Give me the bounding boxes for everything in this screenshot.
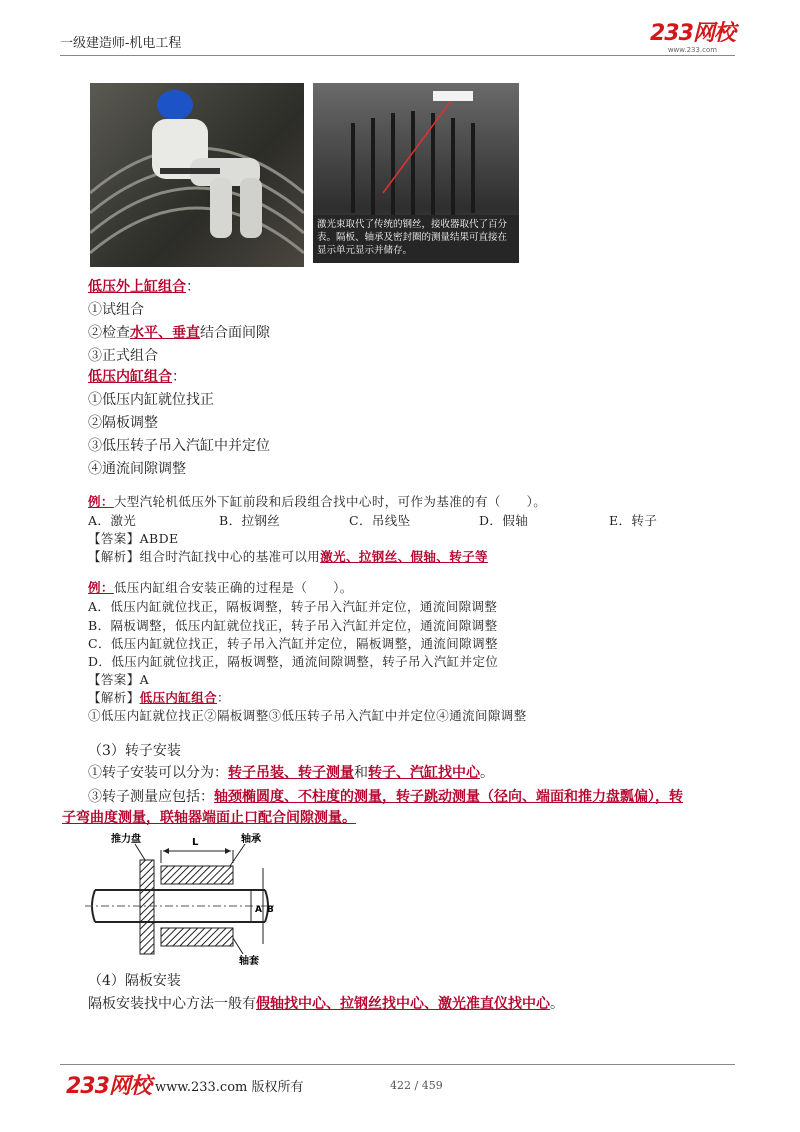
example1-option-e: E．转子 <box>609 513 658 528</box>
example2-option-c: C．低压内缸就位找正，转子吊入汽缸并定位，隔板调整，通流间隙调整 <box>88 636 498 651</box>
inner-item-1: ①低压内缸就位找正 <box>88 392 214 408</box>
header-title: 一级建造师-机电工程 <box>60 36 182 51</box>
example2-option-a: A．低压内缸就位找正，隔板调整，转子吊入汽缸并定位，通流间隙调整 <box>88 599 498 614</box>
example1-option-b: B．拉钢丝 <box>219 513 281 528</box>
example1-option-a: A．激光 <box>88 513 137 528</box>
example1-analysis: 【解析】组合时汽缸找中心的基准可以用激光、拉钢丝、假轴、转子等 <box>88 549 488 564</box>
label-bearing: 轴承 <box>241 834 261 845</box>
example1-answer: 【答案】ABDE <box>88 531 179 546</box>
example2-option-d: D．低压内缸就位找正，隔板调整，通流间隙调整，转子吊入汽缸并定位 <box>88 654 499 669</box>
header-rule <box>60 55 735 56</box>
page-number: 422 / 459 <box>390 1079 443 1092</box>
inner-item-3: ③低压转子吊入汽缸中并定位 <box>88 438 270 454</box>
label-sleeve: 轴套 <box>239 956 259 966</box>
outer-item-1: ①试组合 <box>88 302 144 318</box>
rotor-heading: （3）转子安装 <box>88 743 181 759</box>
header-logo-url: www.233.com <box>667 46 718 54</box>
label-B: B <box>267 905 274 915</box>
inner-casing-heading: 低压内缸组合： <box>88 369 186 385</box>
header-logo-text: 233网校 <box>650 21 735 46</box>
footer-site: www.233.com 版权所有 <box>155 1080 304 1095</box>
inner-item-2: ②隔板调整 <box>88 415 158 431</box>
example2-answer: 【答案】A <box>88 672 150 687</box>
example2-analysis-steps: ①低压内缸就位找正②隔板调整③低压转子吊入汽缸中并定位④通流间隙调整 <box>88 708 527 723</box>
outer-item-2: ②检查水平、垂直结合面间隙 <box>88 325 270 341</box>
diaphragm-heading: （4）隔板安装 <box>88 973 181 989</box>
rotor-line-2: ③转子测量应包括：轴颈椭圆度、不柱度的测量，转子跳动测量（径向、端面和推力盘瓢偏），转 <box>88 789 683 805</box>
label-A: A <box>255 905 262 915</box>
footer-logo: 233网校 <box>66 1074 151 1099</box>
diaphragm-line: 隔板安装找中心方法一般有假轴找中心、拉钢丝找中心、激光准直仪找中心。 <box>88 996 564 1012</box>
inner-item-4: ④通流间隙调整 <box>88 461 186 477</box>
rotor-diagram-svg <box>85 828 285 966</box>
laser-photo-caption: 激光束取代了传统的钢丝，接收器取代了百分表。隔板、轴承及密封圈的测量结果可直接在显示单元显示并储存。 <box>317 219 508 256</box>
rotor-line-1: ①转子安装可以分为：转子吊装、转子测量和转子、汽缸找中心。 <box>88 765 494 781</box>
example1-question: 例：大型汽轮机低压外下缸前段和后段组合找中心时，可作为基准的有（ ）。 <box>88 494 547 509</box>
example1-option-d: D．假轴 <box>479 513 529 528</box>
rotor-line-3: 子弯曲度测量，联轴器端面止口配合间隙测量。 <box>62 810 356 826</box>
example2-option-b: B．隔板调整，低压内缸就位找正，转子吊入汽缸并定位，通流间隙调整 <box>88 618 498 633</box>
example1-option-c: C．吊线坠 <box>349 513 411 528</box>
photo-worker-illustration <box>90 83 304 267</box>
outer-casing-heading: 低压外上缸组合： <box>88 279 200 295</box>
label-L: L <box>192 837 199 848</box>
label-thrust-disc: 推力盘 <box>111 834 141 845</box>
footer-rule <box>60 1064 735 1065</box>
outer-item-3: ③正式组合 <box>88 348 158 364</box>
header-logo <box>650 22 735 54</box>
rotor-measurement-diagram <box>85 828 285 966</box>
photo-worker-measuring <box>90 83 304 267</box>
example2-analysis: 【解析】低压内缸组合： <box>88 690 230 705</box>
example2-question: 例：低压内缸组合安装正确的过程是（ ）。 <box>88 580 353 595</box>
